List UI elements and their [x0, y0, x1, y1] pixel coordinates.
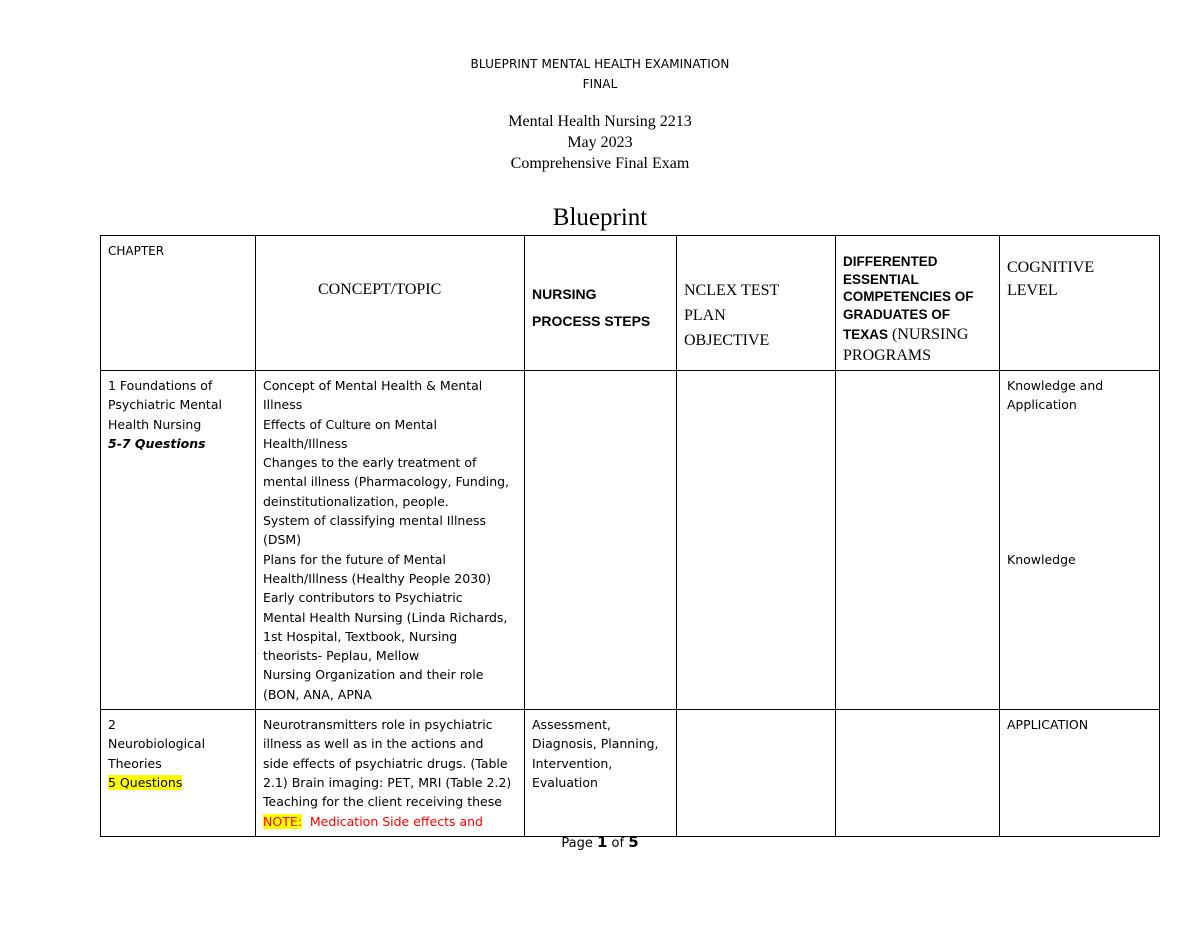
concept-line: (BON, ANA, APNA: [263, 686, 372, 702]
header-competencies: [836, 236, 1000, 371]
concept-line: System of classifying mental Illness: [263, 513, 487, 529]
row1-nursing-process: [525, 371, 677, 710]
blueprint-table: [100, 235, 1160, 837]
header-comp-line3: COMPETENCIES OF: [843, 289, 974, 304]
row2-cognitive: [1000, 710, 1160, 837]
row2-cognitive-level: APPLICATION: [1007, 717, 1089, 733]
row2-competencies: [836, 710, 1000, 837]
table-row: [101, 371, 1160, 710]
row1-nclex: [677, 371, 836, 710]
row1-chapter-line: Psychiatric Mental: [108, 397, 222, 413]
note-label: NOTE:: [263, 813, 302, 829]
concept-line: Mental Health Nursing (Linda Richards,: [263, 609, 508, 625]
row2-concepts: [256, 710, 525, 837]
current-page: 1: [596, 833, 608, 851]
row2-chapter-line: 2: [108, 717, 116, 733]
concept-line: 1st Hospital, Textbook, Nursing: [263, 628, 458, 644]
header-comp-texas: TEXAS: [843, 327, 889, 342]
table-header-row: [101, 236, 1160, 371]
header-nclex: [677, 236, 836, 371]
nursing-step: Evaluation: [532, 774, 598, 790]
concept-line: Health/Illness (Healthy People 2030): [263, 570, 491, 586]
header-comp-line4: GRADUATES OF: [843, 306, 950, 322]
header-chapter: [101, 236, 256, 371]
concept-line: illness as well as in the actions and: [263, 736, 484, 752]
header-chapter-label: CHAPTER: [108, 244, 165, 258]
concept-line: Neurotransmitters role in psychiatric: [263, 717, 493, 733]
header-comp-nursing: (NURSING: [888, 326, 969, 343]
header-nursing-line2: PROCESS STEPS: [532, 313, 651, 329]
concept-line: side effects of psychiatric drugs. (Table: [263, 755, 508, 771]
of-word: of: [607, 836, 629, 851]
document-subheading: FINAL: [582, 77, 618, 91]
nursing-step: Diagnosis, Planning,: [532, 736, 659, 752]
total-pages: 5: [628, 833, 639, 851]
concept-line: Changes to the early treatment of: [263, 455, 477, 471]
row1-question-count: 5-7 Questions: [108, 435, 206, 451]
row1-concepts: [256, 371, 525, 710]
document-heading: BLUEPRINT MENTAL HEALTH EXAMINATION: [470, 57, 730, 71]
header-comp-line1: DIFFERENTED: [843, 254, 938, 269]
concept-line: Nursing Organization and their role: [263, 667, 484, 683]
note-text: Medication Side effects and: [301, 813, 483, 829]
exam-name: Comprehensive Final Exam: [510, 155, 690, 172]
header-cognitive: [1000, 236, 1160, 371]
concept-line: Concept of Mental Health & Mental: [263, 378, 483, 393]
page-word: Page: [561, 836, 597, 851]
row2-question-count: 5 Questions: [108, 774, 183, 790]
page-number: [0, 833, 1200, 851]
concept-line: Teaching for the client receiving these: [263, 794, 502, 810]
course-title: Mental Health Nursing 2213: [508, 113, 692, 130]
concept-line: Health/Illness: [263, 435, 348, 451]
header-cognitive-line2: LEVEL: [1007, 282, 1058, 299]
header-nursing-process: [525, 236, 677, 371]
row1-chapter-line: Health Nursing: [108, 416, 202, 432]
row2-nclex: [677, 710, 836, 837]
header-cognitive-line1: COGNITIVE: [1007, 259, 1095, 276]
row1-cognitive: [1000, 371, 1160, 710]
header-nclex-line1: NCLEX TEST: [684, 282, 780, 299]
header-comp-programs: PROGRAMS: [843, 347, 932, 364]
concept-line: (DSM): [263, 532, 302, 548]
row2-chapter: [101, 710, 256, 837]
header-concept: [256, 236, 525, 371]
header-nclex-line2: PLAN: [684, 307, 726, 324]
row1-cognitive-line: Application: [1007, 397, 1077, 413]
blueprint-title: Blueprint: [552, 204, 648, 231]
row1-cognitive-line: Knowledge and: [1007, 378, 1104, 393]
row2-nursing-process: [525, 710, 677, 837]
header-nclex-line3: OBJECTIVE: [684, 332, 770, 349]
row1-chapter-line: 1 Foundations of: [108, 378, 213, 393]
nursing-step: Assessment,: [532, 717, 611, 733]
concept-line: Early contributors to Psychiatric: [263, 590, 463, 606]
concept-line: Plans for the future of Mental: [263, 551, 446, 567]
concept-line: theorists- Peplau, Mellow: [263, 648, 420, 664]
concept-line: Effects of Culture on Mental: [263, 416, 437, 432]
concept-line: Illness: [263, 397, 303, 413]
concept-line: mental illness (Pharmacology, Funding,: [263, 474, 510, 490]
header-comp-line5: [843, 323, 992, 346]
row1-competencies: [836, 371, 1000, 710]
table-row: [101, 710, 1160, 837]
row2-chapter-line: Theories: [108, 755, 162, 771]
row1-chapter: [101, 371, 256, 710]
row2-chapter-line: Neurobiological: [108, 736, 206, 752]
note-line: [263, 812, 517, 831]
concept-line: deinstitutionalization, people.: [263, 493, 449, 509]
header-concept-label: CONCEPT/TOPIC: [318, 281, 442, 298]
header-comp-line2: ESSENTIAL: [843, 271, 919, 287]
header-nursing-line1: NURSING: [532, 286, 597, 302]
nursing-step: Intervention,: [532, 755, 613, 771]
row1-cognitive-line: Knowledge: [1007, 551, 1076, 567]
exam-date: May 2023: [567, 134, 633, 151]
concept-line: 2.1) Brain imaging: PET, MRI (Table 2.2): [263, 774, 512, 790]
